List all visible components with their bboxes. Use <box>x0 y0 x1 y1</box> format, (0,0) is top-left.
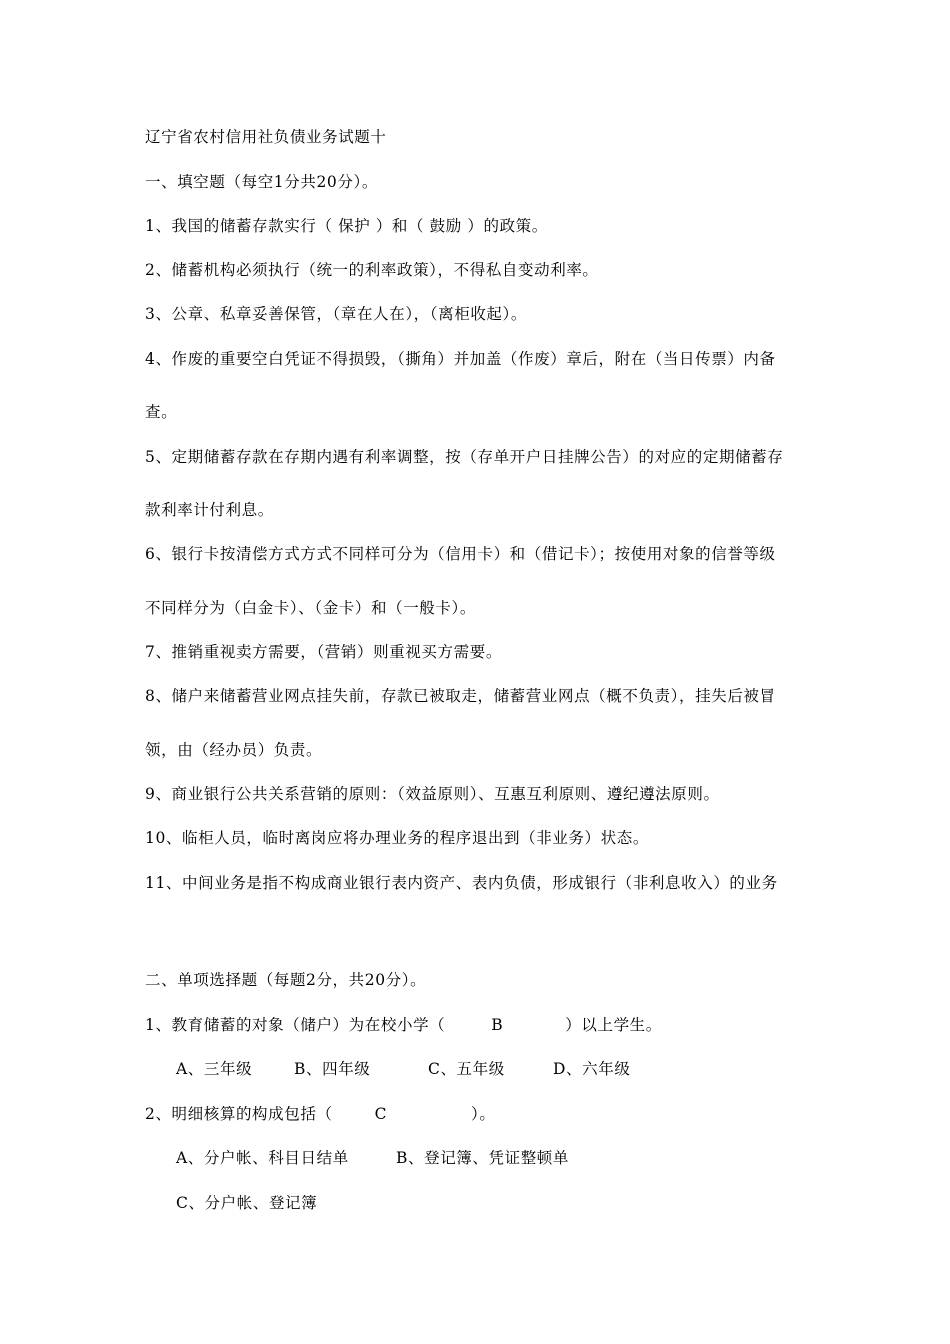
choice-question-1-stem <box>145 1014 662 1036</box>
choice-question-1-option-c: C、五年级 <box>428 1060 505 1078</box>
fill-question-5-line1: 5、定期储蓄存款在存期内遇有利率调整，按（存单开户日挂牌公告）的对应的定期储蓄存 <box>145 448 784 466</box>
choice-question-1-option-d: D、六年级 <box>553 1060 631 1078</box>
choice-question-2-answer: C <box>374 1105 388 1123</box>
fill-question-7: 7、推销重视卖方需要，（营销）则重视买方需要。 <box>145 643 502 661</box>
fill-question-11: 11、中间业务是指不构成商业银行表内资产、表内负债，形成银行（非利息收入）的业务 <box>145 874 778 892</box>
fill-question-4-line1: 4、作废的重要空白凭证不得损毁，（撕角）并加盖（作废）章后，附在（当日传票）内备 <box>145 350 776 368</box>
fill-question-2: 2、储蓄机构必须执行（统一的利率政策），不得私自变动利率。 <box>145 261 599 279</box>
choice-question-1-stem-post: ）以上学生。 <box>565 1016 662 1034</box>
choice-question-1-stem-pre: 1、教育储蓄的对象（储户）为在校小学（ <box>145 1016 446 1034</box>
choice-question-2-stem-post: ）。 <box>471 1105 496 1123</box>
choice-question-1-answer: B <box>491 1016 504 1034</box>
fill-question-6-line1: 6、银行卡按清偿方式方式不同样可分为（信用卡）和（借记卡）；按使用对象的信誉等级 <box>145 545 776 563</box>
choice-question-2-option-b: B、登记簿、凭证整顿单 <box>396 1149 569 1167</box>
document-title: 辽宁省农村信用社负债业务试题十 <box>145 128 387 146</box>
fill-question-10: 10、临柜人员，临时离岗应将办理业务的程序退出到（非业务）状态。 <box>145 829 649 847</box>
choice-question-1-option-a: A、三年级 <box>176 1060 253 1078</box>
fill-question-6-line2: 不同样分为（白金卡）、（金卡）和（一般卡）。 <box>145 599 476 617</box>
choice-question-2-stem-pre: 2、明细核算的构成包括（ <box>145 1105 333 1123</box>
fill-question-5-line2: 款利率计付利息。 <box>145 501 274 519</box>
fill-question-9: 9、商业银行公共关系营销的原则：（效益原则）、互惠互利原则、遵纪遵法原则。 <box>145 785 720 803</box>
fill-question-4-line2: 查。 <box>145 403 178 421</box>
fill-question-8-line2: 领，由（经办员）负责。 <box>145 741 323 759</box>
choice-question-1-option-b: B、四年级 <box>294 1060 371 1078</box>
choice-question-2-option-c: C、分户帐、登记簿 <box>176 1194 318 1212</box>
fill-question-8-line1: 8、储户来储蓄营业网点挂失前，存款已被取走，储蓄营业网点（概不负责），挂失后被冒 <box>145 687 776 705</box>
choice-question-2-option-a: A、分户帐、科目日结单 <box>176 1149 349 1167</box>
choice-question-2-stem <box>145 1103 495 1125</box>
section2-heading: 二、单项选择题（每题2分，共20分）。 <box>145 971 427 989</box>
fill-question-1: 1、我国的储蓄存款实行（ 保护 ）和（ 鼓励 ）的政策。 <box>145 217 548 235</box>
fill-question-3: 3、公章、私章妥善保管，（章在人在），（离柜收起）。 <box>145 305 527 323</box>
section1-heading: 一、填空题（每空1分共20分）。 <box>145 173 378 191</box>
